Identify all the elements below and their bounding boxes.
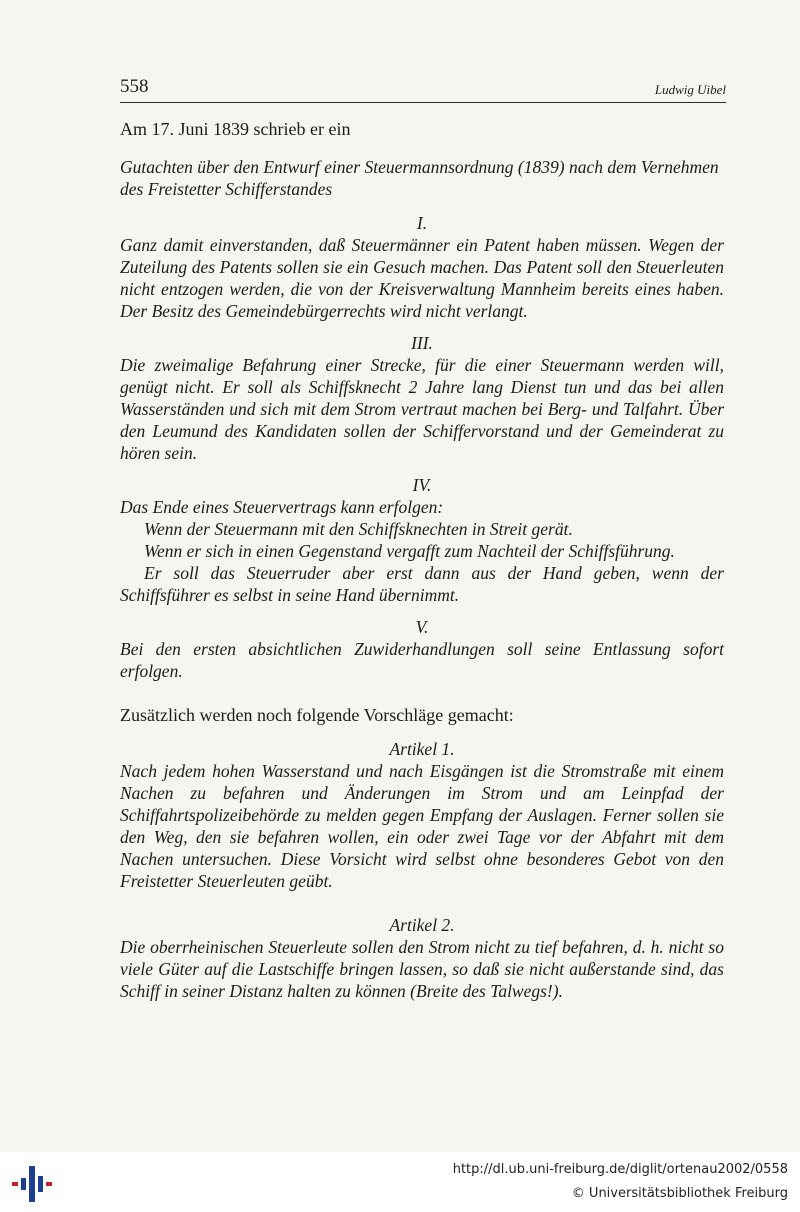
section-item-iv-2: Wenn er sich in einen Gegenstand vergafft zum Nachteil der Schiffsführung.	[144, 541, 675, 561]
section-intro-iv: Das Ende eines Steuervertrags kann erfolgen:	[120, 497, 444, 517]
article-text-2: Die oberrheinischen Steuerleute sollen den Strom nicht zu tief befahren, d. h. nicht so viele Güter auf die Lastschiffe bringen lassen, so daß sie nicht außerstande sind, das Schiff in seiner Distanz halten zu können (Breite des Talwegs!).	[120, 937, 724, 1001]
additional-proposals-line: Zusätzlich werden noch folgende Vorschläge gemacht:	[120, 705, 514, 725]
section-text-v: Bei den ersten absichtlichen Zuwiderhandlungen soll seine Entlassung sofort erfolgen.	[120, 639, 724, 681]
section-heading-i: I.	[416, 213, 428, 233]
running-head-author: Ludwig Uibel	[654, 82, 726, 97]
section-heading-iii: III.	[411, 333, 433, 353]
document-title: Gutachten über den Entwurf einer Steuermannsordnung (1839) nach dem Vernehmen des Freistetter Schifferstandes	[120, 157, 719, 199]
article-text-1: Nach jedem hohen Wasserstand und nach Eisgängen ist die Stromstraße mit einem Nachen zu befahren und Änderungen im Strom und am Leinpfad der Schiffahrtspolizeibehörde zu melden gegen Empfang der Auslagen. Ferner sollen sie den Weg, den sie befahren wollen, ein oder zwei Tage vor der Abfahrt mit dem Nachen untersuchen. Diese Vorsicht wird selbst ohne besonderes Gebot von den Freistetter Steuerleuten geübt.	[120, 761, 724, 891]
page-number: 558	[120, 76, 149, 97]
section-text-iii: Die zweimalige Befahrung einer Strecke, für die einer Steuermann werden will, genügt nicht. Er soll als Schiffsknecht 2 Jahre lang Dienst tun und das bei allen Wasserständen und sich mit dem Strom vertraut machen bei Berg- und Talfahrt. Über den Leumund des Kandidaten sollen der Schiffervorstand und der Gemeinderat zu hören sein.	[120, 355, 724, 463]
ub-freiburg-logo-icon[interactable]	[12, 1164, 52, 1204]
page-header	[120, 76, 726, 103]
copyright-notice: © Universitätsbibliothek Freiburg	[571, 1186, 788, 1201]
section-item-iv-1: Wenn der Steuermann mit den Schiffsknechten in Streit gerät.	[144, 519, 573, 539]
viewer-footer	[0, 1152, 800, 1212]
article-heading-1: Artikel 1.	[389, 739, 455, 759]
section-text-i: Ganz damit einverstanden, daß Steuermänner ein Patent haben müssen. Wegen der Zuteilung des Patents sollen sie ein Gesuch machen. Das Patent soll den Steuerleuten nicht entzogen werden, die von der Kreisverwaltung Mannheim bereits eines haben. Der Besitz des Gemeindebürgerrechts wird nicht verlangt.	[120, 235, 724, 321]
page-body	[120, 119, 724, 1002]
article-heading-2: Artikel 2.	[389, 915, 455, 935]
intro-line: Am 17. Juni 1839 schrieb er ein	[120, 119, 351, 139]
section-heading-v: V.	[415, 617, 429, 637]
section-heading-iv: IV.	[412, 475, 432, 495]
section-item-iv-3: Er soll das Steuerruder aber erst dann aus der Hand geben, wenn der Schiffsführer es selbst in seine Hand übernimmt.	[120, 563, 724, 605]
permalink-url[interactable]: http://dl.ub.uni-freiburg.de/diglit/ortenau2002/0558	[452, 1162, 788, 1177]
